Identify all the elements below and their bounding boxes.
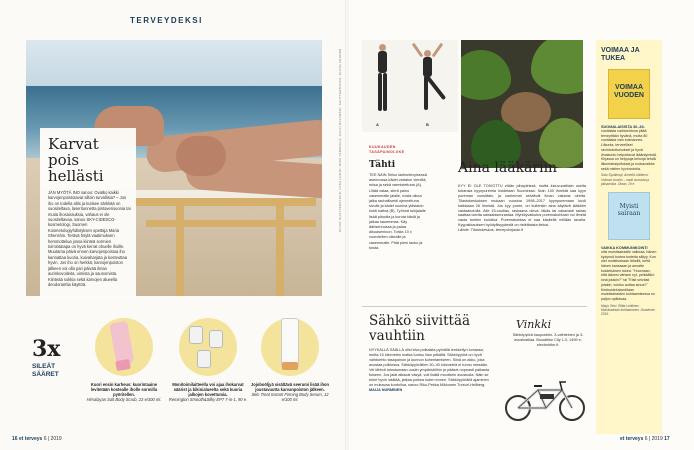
feature-text-panel (40, 128, 136, 298)
e-bike-icon (500, 376, 590, 422)
product-scrub (84, 318, 164, 402)
feature-headline: Karvat pois hellästi (48, 135, 104, 185)
viper-plant-photo (461, 40, 583, 168)
sidebar-item1-source: Satu Syväkorpi, Anneliä Liittänen: Voimaa vuosiin – nauti vuosista ja jaksamista. Otava, 29 e. (601, 173, 649, 186)
page-gutter (345, 0, 349, 450)
attachment-icon (209, 330, 223, 348)
epilator-icon (189, 326, 203, 344)
tahti-tag: KUUKAUDEN TASAPAINOLIIKE (369, 145, 405, 154)
folio-right: et terveys 6 | 2019 17 (620, 436, 670, 442)
label-b: B (426, 122, 429, 127)
product-circle (179, 318, 237, 376)
folio-left: 16 et terveys 6 | 2019 (12, 436, 62, 442)
product-desc: Monitoimilaitteella voi ajaa ihokarvat säärist ja bikinialueelta sekä kuoria jalkojen kovettumia. Remington Smooth&Silky EP7 7-in-1, 90 e. (168, 382, 248, 403)
vinkki-box (508, 318, 588, 348)
serum-bottle-icon (281, 318, 299, 368)
book-cover-muisti: Myisti sairaan (608, 192, 650, 240)
sidebar-title: VOIMAA JA TUKEA (601, 47, 640, 62)
photo-credit: KUVAT SHUTTERSTOCK; LIISA LONJO; NINA TÄRKKÄLÄ; SAULI RAJAMÄKI; SHUTTERSTOCK; ELIISA AHONEN (338, 48, 342, 232)
sidebar-item2-body: olisi muistisairaalle vaikeaa, hänen kykynsä tuntea tunteita säilyy. Kun olet muistisairaan lähellä, keitä hänen kanssaan ja annatte kosketuksen tukea. "Huomaan, että äänesi värisee nyt, pelkäätkö sinä jotakin?" tai "Etsit selvästi jotakin, voinko auttaa sinua?" Keskustelutavoiltaan muistisairaiden kohtaamisessa on paljon opittavaa. (601, 249, 657, 301)
product-desc: Jojoboöljyä sisältävä seerumi lisää ihon joustavuutta karvanpoiston jälkeen. Skin Treat Instant Firming Body Serum, 12 e/100 ml. (250, 382, 330, 403)
sidebar-item1-head: SUOMALAISISTA 30–49- (601, 125, 645, 129)
sidebar-item2-head: VAIKKA KOMMUNIKOINTI (601, 245, 648, 250)
section-header: TERVEYDEKSI (130, 16, 203, 25)
product-desc: Kuori ensin karheus: kuorintaaine levitetään kostealle iholle sormilla pyöritellen. Himalayan Salt Body Scrub, 23 e/300 ml. (86, 382, 162, 403)
sidebar-item1-body: vuotiaista vaihtoehtona pitää terveyttään hyvänä, mutta 80 vuotiaista vain kolmannes. Liikunta, terveelliset ravintotottumukset ja hyvä ilmakunto helpottavat ikääntymistä. Kirjassa on helppoja keinoja tehdä liikuntaharjoituksia ja ruokavaliota sekä mielen hyvinvointia. (601, 129, 657, 171)
label-a: A (376, 122, 379, 127)
three-x-label-1: SILEÄT (32, 363, 56, 370)
foot-right (176, 136, 226, 176)
sidebar-item2-source: Marjo Teivi, Riitta Lehtinen: Muistisairaan kohtaaminen. Duodecim 2019. (601, 303, 656, 317)
tahti-body: TEE NÄIN Seiso lantionlevyisessä asennossa kädet vartalon vierellä, miisa ja sekä varmistettuna (A). Liitää vataa, siirrä paino vasemmalle jalalle, nosta oikea jalka rauhallisesti ojennettuna sivulle ja kädet suorina ylästalon kohti kattoa (B). Työnnä tukijalalle lisää pituutta ja kurota käsiä ja jalkaa kauemmas. Käy äärisennossa ja palaa alkuasentoon. Toista 10 x vuorotellen oikealle ja vasemmalle. Pidä pieni tauko ja toista. (369, 173, 427, 250)
book-cover-voimaa: VOIMAA VUODEN (608, 69, 650, 119)
sahko-title: Sähkö siivittää vauhtiin (369, 313, 471, 344)
exercise-photo (362, 40, 458, 132)
deck-chair (136, 190, 316, 296)
three-x-block (32, 336, 60, 378)
feature-body: JÄN MYÖTÄ INO sanoo: Ovatko kaikki karvojenpoistotavat silloin turvallisia? – Jos iho on todella altis ja kutisee särkkää on suositeltava, laseritunnetta pintaverisuonia tai mutia ihosairauksia, vahaus ei ole suositeltavaa, sanoo SKY-CIDESCO-kosmetologi, Suomen Kosmetologiyhdistyksen opettaja Maria Shenshin. Terävä höylä vaatimuksen hemmottelua jossa kiinteä sormien toimintatapa on hyvä kerrat ohuelle ihoille. Muutama päivä ennen karvojenpoistoa iho kannattaa kuoria, kuivaharjata ja kosteuttaa hyvin. Jos iho on herkkä, karvojenpoiston jälkeen voi olla pari päivää ilman aurinkovoiteita, uimista ja saunomista. Kiinteää sokkia sekä karvojen alueella deodoranttia käyttöä. (48, 190, 131, 287)
vinkki-title: Vinkki (516, 318, 552, 331)
product-serum (250, 318, 330, 402)
tahti-column (369, 145, 427, 251)
aina-title: Aina lääkäriin (458, 160, 558, 176)
books-sidebar (596, 40, 662, 434)
tahti-title: Tähti (369, 160, 396, 170)
product-circle (261, 318, 319, 376)
vinkki-text: Sähköpyörä kaupunkiin. 3-vaihteinen ja 3-avustustilaa. Boostbike City 1.0, 1499 e, electrobike.fi. (512, 333, 584, 347)
three-x-label-2: SÄÄRET (32, 371, 59, 378)
section-divider (362, 306, 587, 307)
photo-sky (26, 40, 322, 86)
product-epilator (168, 318, 248, 402)
aina-body: KYY EI OLE TOIVOTTU elään pihapiirissä, mutta lukuvuosittain useita tuhansia kyynpuremia hoidetaan Suomessa. Noin 100 ihmistä saa kyyn pureman vuosittain, ja useimmat selviävät ilman vakavia oireita. Tilastokeskuksen mukaan vuosina 1998–2017 kyynpuremaan kuoli kaikkiaan 26 ihmistä. Jos kyy puree, on kuitenkin aina käytävä lääkärin vastaanotolla. Alle 15-vuotias, raskaana oleva, iäkäs tai vakavasti sairas saattaa tarvita sairaalaseurantaa. Myrkkyvaikutus puremakohtaan voi ilmetä vasta tuntien kuluttua. Puremakohtaa ei saa käsitellä millään tavalla. Kyypakkauksen hyödyllisyydestä on ristiriitaista tietoa. Lähde: Tilastokeskus, terveyskirjasto.fi (458, 184, 586, 233)
sahko-body: NYYKÄLLÄ SÄÄLLÄ olisi kiva polkaista pyörällä lenkkeilyn lomassa, mutta 15 kilometrin matka tuntuu liian pitkältä. Sähköpyörä on hyvä vaihtoehto tasapainon ja kunnon kohentamiseen. Siinä on akku, joka avustaa polkiessa. Sähköpyöräillen 30–40 kilometriä ei tunnu missään. Vei lähteä tutustumaan uusiin ympäristöihin ja pääset nopeasti paikasta toiseen. Jos jalat alkavat väsyä, voit lisätä moottorin avustusta. Näin se tulee hyvin säätää, jatkaa polkea kuten ennen. Sähköpyörällä ajaminen on mukavaa kuntoilua, sanoo Riku-Pekka Mikkonen Tunturi-Hellberg. MAIJA NURMINEN (369, 348, 490, 392)
attachment-icon (197, 350, 211, 368)
three-x-number: 3x (32, 336, 61, 362)
product-circle (95, 318, 153, 376)
